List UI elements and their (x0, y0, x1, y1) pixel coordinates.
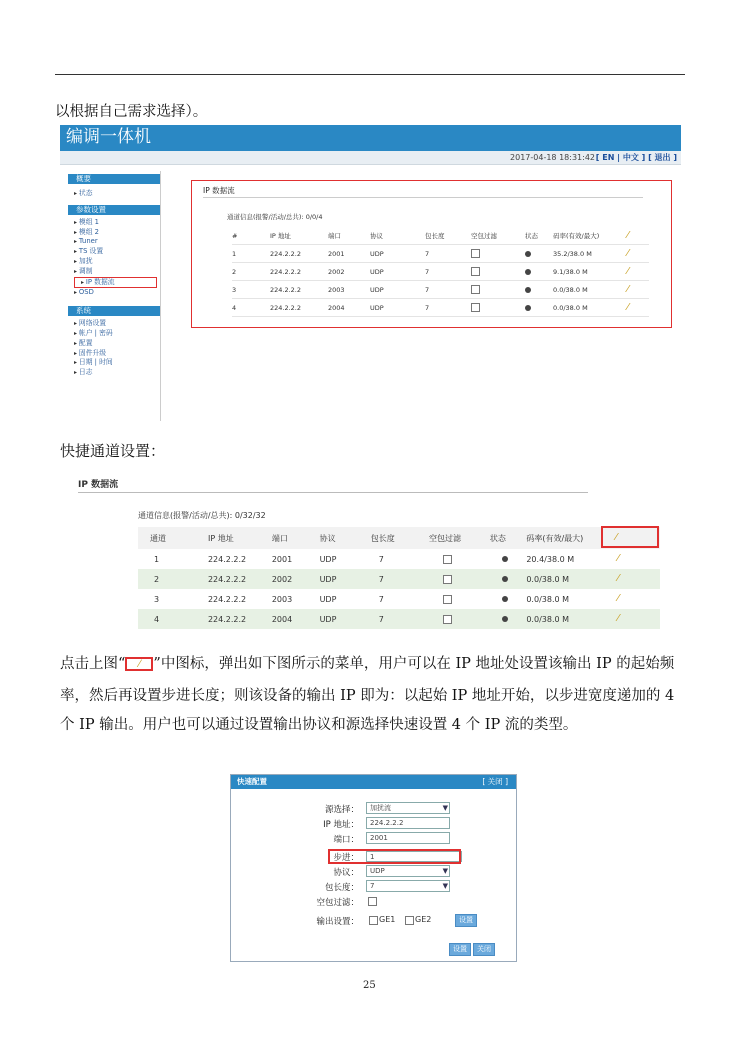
cell-ip: 224.2.2.2 (270, 245, 328, 263)
table-header (138, 527, 660, 549)
null-filter-checkbox[interactable] (443, 615, 452, 624)
null-filter-checkbox[interactable] (471, 249, 480, 258)
cell-status (525, 263, 553, 281)
cell-port: 2002 (272, 569, 320, 589)
cell-protocol: UDP (370, 245, 425, 263)
port-input[interactable]: 2001 (366, 832, 450, 844)
cell-status (525, 245, 553, 263)
null-filter-label: 空包过滤： (316, 898, 359, 908)
cell-bitrate: 0.0/38.0 M (553, 281, 627, 299)
cell-index: 1 (154, 554, 160, 564)
channel-info: 通道信息(报警/活动/总共): 0/0/4 (227, 213, 323, 221)
cell-index: 3 (154, 594, 160, 604)
chevron-down-icon: ▼ (442, 804, 448, 812)
cell-null-filter (471, 245, 525, 263)
step-highlight (328, 849, 461, 864)
body-line-2: 率，然后再设置步进长度；则该设备的输出 IP 即为：以起始 IP 地址开始，以步进宽度递加的 4 (60, 688, 675, 704)
cell-edit (627, 245, 649, 263)
ip-stream-table (138, 527, 660, 629)
sidebar-item-ip-stream[interactable]: ▸ IP 数据流 (74, 277, 157, 289)
cell-ip: 224.2.2.2 (270, 299, 328, 317)
source-value: 加扰流 (370, 804, 391, 812)
status-dot-icon (502, 596, 508, 602)
source-select[interactable] (366, 802, 450, 814)
col-header: # (232, 227, 270, 245)
col-header: IP 地址 (208, 527, 272, 549)
cell-ip: 224.2.2.2 (270, 281, 328, 299)
app-title: 编调一体机 (60, 125, 681, 151)
edit-pencil-icon[interactable] (617, 554, 619, 564)
sidebar (68, 171, 161, 421)
header-rule (55, 74, 685, 75)
col-header: 空包过滤 (471, 227, 525, 245)
col-header: 端口 (328, 227, 370, 245)
cell-bitrate: 20.4/38.0 M (526, 554, 575, 564)
edit-pencil-icon[interactable] (617, 614, 619, 624)
table-header (232, 227, 649, 245)
ip-stream-panel (191, 180, 672, 328)
sidebar-item-osd[interactable]: ▸ OSD (68, 288, 160, 298)
cell-status (490, 549, 526, 569)
sidebar-section-overview: 概要 (68, 174, 160, 184)
set-button[interactable]: 设置 (449, 943, 471, 956)
cell-protocol: UDP (320, 569, 371, 589)
col-header: 通道 (138, 527, 208, 549)
cell-bitrate: 0.0/38.0 M (553, 299, 627, 317)
status-dot-icon (525, 251, 531, 257)
cell-index: 1 (232, 245, 270, 263)
chevron-down-icon: ▼ (442, 882, 448, 890)
length-value: 7 (370, 882, 375, 890)
body-line-3: 个 IP 输出。用户也可以通过设置输出协议和源选择快速设置 4 个 IP 流的类型。 (60, 717, 578, 733)
protocol-select[interactable] (366, 865, 450, 877)
quick-config-dialog (230, 774, 517, 962)
source-label: 源选择： (324, 805, 359, 815)
sidebar-item-config[interactable]: ▸ 配置 (68, 339, 160, 349)
col-header: 码率(有效/最大) (526, 527, 601, 549)
cell-port: 2001 (271, 554, 293, 564)
cell-status (525, 299, 553, 317)
edit-all-highlight (601, 526, 659, 548)
null-filter-checkbox[interactable] (443, 595, 452, 604)
status-dot-icon (525, 287, 531, 293)
cell-index: 4 (138, 609, 208, 629)
language-logout-links[interactable]: [ EN | 中文 ] [ 退出 ] (595, 153, 677, 162)
top-status-bar (60, 151, 681, 165)
length-select[interactable] (366, 880, 450, 892)
null-filter-checkbox[interactable] (471, 267, 480, 276)
edit-pencil-icon[interactable] (617, 574, 619, 584)
col-header-edit (627, 227, 649, 245)
col-header: 端口 (272, 527, 320, 549)
cell-protocol: UDP (320, 609, 371, 629)
edit-pencil-icon[interactable] (627, 231, 629, 241)
col-header: 空包过滤 (429, 527, 490, 549)
intro-text: 以根据自己需求选择）。 (55, 104, 208, 120)
ge2-checkbox[interactable] (405, 916, 414, 925)
sidebar-section-params: 参数设置 (68, 205, 160, 215)
cell-null-filter (429, 549, 490, 569)
ip-stream-table (232, 227, 649, 317)
cell-length: 7 (425, 299, 471, 317)
cell-null-filter (429, 609, 490, 629)
output-set-button[interactable]: 设置 (455, 914, 477, 927)
status-dot-icon (525, 269, 531, 275)
col-header: 包长度 (371, 527, 429, 549)
section-heading: 快捷通道设置： (60, 442, 166, 460)
protocol-label: 协议： (333, 868, 359, 878)
cell-edit (601, 609, 660, 629)
cell-bitrate: 0.0/38.0 M (526, 569, 601, 589)
cell-index: 3 (232, 281, 270, 299)
status-dot-icon (502, 576, 508, 582)
null-filter-checkbox[interactable] (368, 897, 377, 906)
ge1-checkbox[interactable] (369, 916, 378, 925)
cell-bitrate: 0.0/38.0 M (526, 594, 570, 604)
null-filter-checkbox[interactable] (471, 285, 480, 294)
sidebar-item-scramble[interactable]: ▸ 加扰 (68, 257, 160, 267)
ge2-label: GE2 (415, 915, 432, 924)
cell-protocol: UDP (370, 281, 425, 299)
table-row (138, 569, 660, 589)
status-dot-icon (502, 616, 508, 622)
cell-length: 7 (425, 245, 471, 263)
sidebar-section-system: 系统 (68, 306, 160, 316)
ip-label: IP 地址： (323, 820, 359, 830)
cell-port: 2004 (272, 609, 320, 629)
col-header: 状态 (525, 227, 553, 245)
col-header: 协议 (320, 527, 371, 549)
cell-null-filter (471, 281, 525, 299)
cell-null-filter (471, 263, 525, 281)
cell-index: 4 (232, 299, 270, 317)
cell-status (525, 281, 553, 299)
cell-bitrate: 0.0/38.0 M (526, 609, 601, 629)
datetime: 2017-04-18 18:31:42 (510, 153, 595, 162)
step-label: 步进： (333, 853, 359, 863)
body-line-1 (60, 652, 674, 673)
cell-edit (601, 569, 660, 589)
length-label: 包长度： (324, 883, 359, 893)
cell-bitrate: 35.2/38.0 M (553, 245, 627, 263)
cell-protocol: UDP (370, 299, 425, 317)
table-row (232, 281, 649, 299)
sidebar-item-tuner[interactable]: ▸ Tuner (68, 237, 160, 247)
channel-info: 通道信息(报警/活动/总共): 0/32/32 (138, 511, 266, 520)
col-header: 状态 (490, 527, 526, 549)
dialog-header (231, 775, 516, 789)
panel-title-rule (203, 197, 643, 198)
cell-port: 2001 (328, 245, 370, 263)
cell-length: 7 (378, 554, 384, 564)
status-dot-icon (502, 556, 508, 562)
body-text: 点击上图“ (60, 656, 126, 672)
cell-edit (601, 589, 660, 609)
body-text: ”中图标，弹出如下图所示的菜单，用户可以在 IP 地址处设置该输出 IP 的起始频 (153, 656, 675, 672)
cell-ip: 224.2.2.2 (270, 263, 328, 281)
cell-length: 7 (425, 263, 471, 281)
panel-title: IP 数据流 (78, 480, 119, 490)
edit-icon-highlight (125, 657, 153, 671)
dialog-close-link[interactable]: [ 关闭 ] (482, 777, 508, 786)
null-filter-checkbox[interactable] (443, 575, 452, 584)
chevron-down-icon: ▼ (442, 867, 448, 875)
col-header: IP 地址 (270, 227, 328, 245)
cell-protocol: UDP (319, 594, 337, 604)
status-dot-icon (525, 305, 531, 311)
edit-pencil-icon[interactable] (627, 249, 629, 259)
sidebar-item-network[interactable]: ▸ 网络设置 (68, 319, 160, 329)
sidebar-item-ts[interactable]: ▸ TS 设置 (68, 247, 160, 257)
cell-null-filter (429, 569, 490, 589)
cell-ip: 224.2.2.2 (207, 594, 247, 604)
cell-status (490, 589, 526, 609)
output-label: 输出设置： (316, 917, 359, 927)
ge1-label: GE1 (379, 915, 396, 924)
cell-edit (601, 549, 660, 569)
cell-ip: 224.2.2.2 (207, 554, 247, 564)
cell-port: 2003 (328, 281, 370, 299)
screenshot-ip-stream-table (60, 468, 660, 634)
screenshot-ip-stream-page (60, 125, 681, 427)
cell-null-filter (471, 299, 525, 317)
panel-title-rule (78, 492, 588, 493)
cell-edit (627, 263, 649, 281)
cell-index: 2 (232, 263, 270, 281)
sidebar-item-datetime[interactable]: ▸ 日期 | 时间 (68, 358, 160, 368)
table-row (138, 589, 660, 609)
step-input[interactable]: 1 (366, 851, 462, 862)
sidebar-item-firmware[interactable]: ▸ 固件升级 (68, 349, 160, 359)
sidebar-item-modulation[interactable]: ▸ 调制 (68, 267, 160, 277)
cell-null-filter (429, 589, 490, 609)
cell-protocol: UDP (370, 263, 425, 281)
page-number: 25 (363, 980, 376, 991)
ip-input[interactable]: 224.2.2.2 (366, 817, 450, 829)
cell-port: 2003 (271, 594, 293, 604)
sidebar-item-account[interactable]: ▸ 帐户 | 密码 (68, 329, 160, 339)
table-row (232, 299, 649, 317)
table-row (232, 263, 649, 281)
edit-pencil-icon[interactable] (627, 267, 629, 277)
edit-pencil-icon (139, 660, 141, 670)
cell-edit (627, 281, 649, 299)
port-label: 端口： (333, 835, 359, 845)
edit-pencil-icon[interactable] (617, 594, 619, 604)
col-header: 包长度 (425, 227, 471, 245)
close-button[interactable]: 关闭 (473, 943, 495, 956)
sidebar-item-module2[interactable]: ▸ 模组 2 (68, 228, 160, 238)
null-filter-checkbox[interactable] (443, 555, 452, 564)
cell-port: 2002 (328, 263, 370, 281)
cell-bitrate: 9.1/38.0 M (553, 263, 627, 281)
null-filter-checkbox[interactable] (471, 303, 480, 312)
cell-index: 2 (138, 569, 208, 589)
sidebar-item-module1[interactable]: ▸ 模组 1 (68, 218, 160, 228)
cell-length: 7 (378, 594, 384, 604)
sidebar-item-status[interactable]: ▸ 状态 (68, 189, 160, 199)
dialog-title: 快速配置 (237, 777, 267, 786)
protocol-value: UDP (370, 867, 385, 875)
cell-status (490, 609, 526, 629)
cell-edit (627, 299, 649, 317)
cell-ip: 224.2.2.2 (208, 569, 272, 589)
cell-ip: 224.2.2.2 (208, 609, 272, 629)
cell-length: 7 (371, 569, 429, 589)
cell-port: 2004 (328, 299, 370, 317)
sidebar-item-log[interactable]: ▸ 日志 (68, 368, 160, 378)
col-header: 协议 (370, 227, 425, 245)
table-row (232, 245, 649, 263)
cell-protocol: UDP (319, 554, 337, 564)
panel-title: IP 数据流 (203, 186, 235, 195)
cell-length: 7 (425, 281, 471, 299)
table-row (138, 609, 660, 629)
edit-pencil-icon[interactable] (627, 285, 629, 295)
cell-status (490, 569, 526, 589)
table-row (138, 549, 660, 569)
edit-pencil-icon[interactable] (627, 303, 629, 313)
cell-length: 7 (371, 609, 429, 629)
col-header: 码率(有效/最大) (553, 227, 627, 245)
